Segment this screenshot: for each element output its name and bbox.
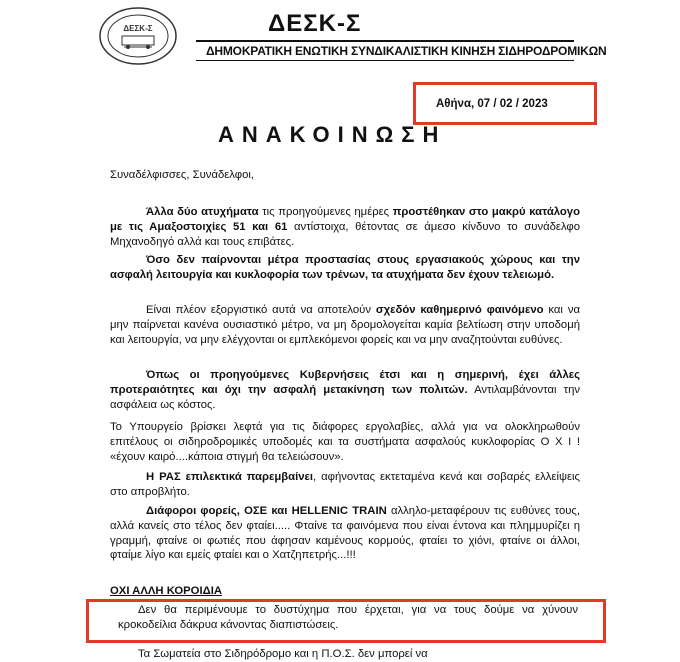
document-date: Αθήνα, 07 / 02 / 2023 bbox=[436, 98, 548, 110]
highlight-box-paragraph bbox=[86, 599, 606, 643]
highlight-box-date bbox=[413, 82, 597, 125]
paragraph-9-partial: Τα Σωματεία στο Σιδηρόδρομο και η Π.Ο.Σ. δεν μπορεί να bbox=[138, 648, 428, 660]
paragraph-1: Άλλα δύο ατυχήματα τις προηγούμενες ημέρες προστέθηκαν στο μακρύ κατάλογο με τις Αμαξοστοιχίες 51 και 61 αντίστοιχα, θέτοντας σε άμεσο κίνδυνο το συνάδελφο Μηχανοδηγό αλλά και τους επιβάτες. bbox=[110, 206, 580, 248]
paragraph-3: Είναι πλέον εξοργιστικό αυτά να αποτελούν σχεδόν καθημερινό φαινόμενο και να μην παίρνεται κανένα ουσιαστικό μέτρο, να μη δρομολογείται καμία βελτίωση στην υποδομή και λειτουργία, να μην ελέγχονται οι εμπλεκόμενοι φορείς και να μην αναζητούνται ευθύνες. bbox=[110, 304, 580, 346]
org-short-name: ΔΕΣΚ-Σ bbox=[268, 10, 362, 37]
paragraph-6: Η ΡΑΣ επιλεκτικά παρεμβαίνει, αφήνοντας εκτεταμένα κενά και σοβαρές ελλείψεις στο απροβλήτο. bbox=[110, 471, 580, 498]
org-full-name: ΔΗΜΟΚΡΑΤΙΚΗ ΕΝΩΤΙΚΗ ΣΥΝΔΙΚΑΛΙΣΤΙΚΗ ΚΙΝΗΣΗ ΣΙΔΗΡΟΔΡΟΜΙΚΩΝ bbox=[206, 44, 607, 58]
greeting: Συναδέλφισσες, Συνάδελφοι, bbox=[110, 169, 255, 181]
union-seal-logo bbox=[98, 6, 178, 66]
document-title: ΑΝΑΚΟΙΝΩΣΗ bbox=[218, 122, 447, 147]
paragraph-4: Όπως οι προηγούμενες Κυβερνήσεις έτσι και η σημερινή, έχει άλλες προτεραιότητες και όχι την ασφαλή μετακίνηση των πολιτών. Αντιλαμβάνονται την ασφάλεια ως κόστος. bbox=[110, 369, 580, 411]
header-rule-top bbox=[196, 40, 574, 42]
paragraph-2: Όσο δεν παίρνονται μέτρα προστασίας στους εργασιακούς χώρους και την ασφαλή λειτουργία και κυκλοφορία των τρένων, τα ατυχήματα δεν έχουν τελειωμό. bbox=[110, 254, 580, 281]
svg-text:ΔΕΣΚ-Σ: ΔΕΣΚ-Σ bbox=[123, 24, 153, 33]
paragraph-5: Το Υπουργείο βρίσκει λεφτά για τις διάφορες εργολαβίες, αλλά για να ολοκληρωθούν επιτέλους οι σιδηροδρομικές υποδομές και τα συστήματα ασφαλούς κυκλοφορίας Ο Χ Ι ! «έχουν καιρό....κάποια στιγμή θα τελειώσουν». bbox=[110, 421, 580, 463]
header-rule-bottom bbox=[196, 60, 574, 61]
paragraph-8: Δεν θα περιμένουμε το δυστύχημα που έρχεται, για να τους δούμε να χύνουν κροκοδείλια δάκρυα κάνοντας διαπιστώσεις. bbox=[118, 604, 578, 631]
section-heading: ΟΧΙ ΑΛΛΗ ΚΟΡΟΙΔΙΑ bbox=[110, 585, 223, 597]
paragraph-7: Διάφοροι φορείς, ΟΣΕ και HELLENIC TRAIN αλληλο-μεταφέρουν τις ευθύνες τους, αλλά κανείς στο τέλος δεν φταίει..... Φταίνε τα φαινόμενα που είναι έντονα και πλημμυρίζει η γραμμή, φταίνε οι φωτιές που άφησαν καμένους κορμούς, φταίει το χιόνι, φταίνε οι άλλοι, φταίμε λίγο και εμείς φταίει και ο Χατζηπετρής...!!! bbox=[110, 505, 581, 562]
